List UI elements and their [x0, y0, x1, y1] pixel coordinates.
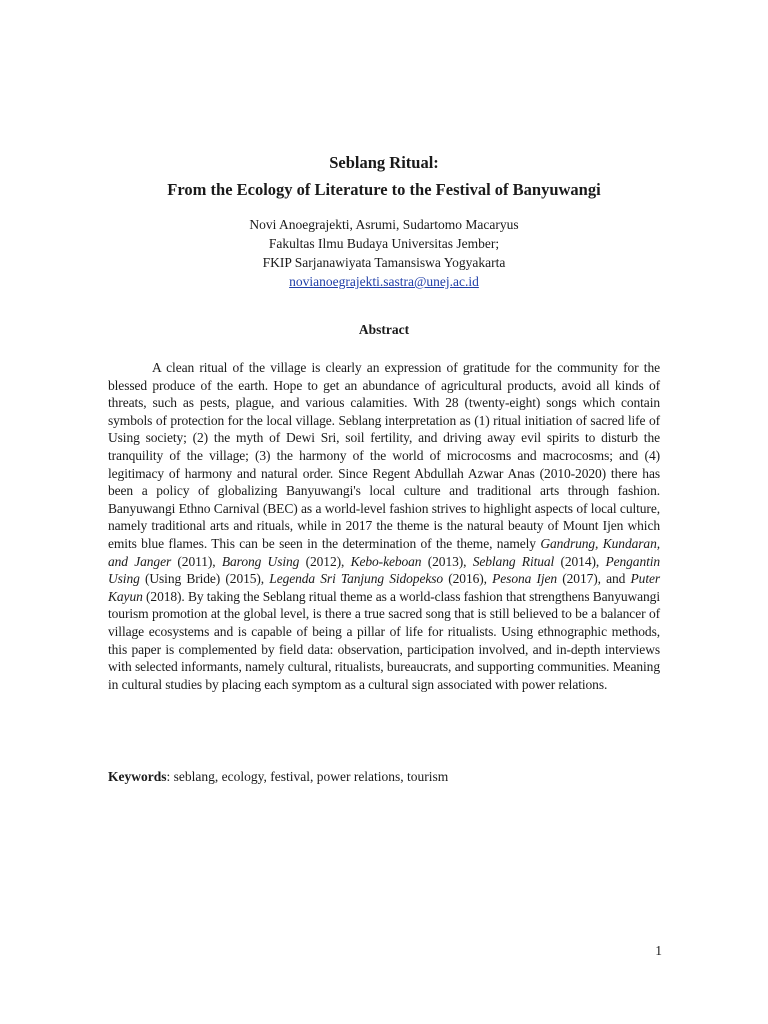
abstract-text: (2014), [554, 553, 606, 569]
page-number: 1 [655, 943, 662, 958]
abstract-italic-term: Legenda Sri Tanjung Sidopekso [269, 571, 444, 587]
abstract-heading: Abstract [358, 322, 410, 337]
abstract-italic-term: Barong Using [221, 553, 300, 569]
abstract-italic-term: Pengantin Using [108, 553, 661, 587]
abstract-italic-term: Puter Kayun [108, 571, 661, 604]
keywords-value: : seblang, ecology, festival, power relations, tourism [166, 769, 449, 784]
abstract-text: (2016), [443, 571, 493, 587]
title-line-2: From the Ecology of Literature to the Festival of Banyuwangi [167, 180, 601, 199]
abstract-text: (Using Bride) (2015), [139, 571, 270, 587]
author-email-link[interactable]: novianoegrajekti.sastra@unej.ac.id [289, 274, 479, 289]
abstract-italic-term: Seblang Ritual [472, 553, 555, 569]
abstract-text: (2011), [171, 553, 222, 569]
author-names: Novi Anoegrajekti, Asrumi, Sudartomo Macaryus [249, 217, 519, 232]
author-affiliation-2: FKIP Sarjanawiyata Tamansiswa Yogyakarta [262, 255, 506, 270]
abstract-italic-term: Kebo-keboan [350, 553, 422, 569]
keywords-label: Keywords [108, 769, 167, 784]
author-affiliation-1: Fakultas Ilmu Budaya Universitas Jember; [268, 236, 500, 251]
abstract-body [108, 359, 660, 693]
title-line-1: Seblang Ritual: [329, 153, 439, 172]
abstract-text: (2012), [299, 553, 351, 569]
abstract-italic-term: Gandrung, Kundaran, and Janger [108, 535, 660, 569]
abstract-text: (2013), [421, 553, 473, 569]
author-block [0, 215, 768, 291]
abstract-text: A clean ritual of the village is clearly an expression of gratitude for the community for the blessed produce of the earth. Hope to get an abundance of agricultural products, avoid all kinds of threats, such as pests, plague, and various calamities. With 28 (twenty-eight) songs which contain symbols of protection for the local village. Seblang interpretation as (1) ritual initiation of sacred life of Using society; (2) the myth of Dewi Sri, soil fertility, and driving away evil spirits to disturb the tranquility of the village; (3) the harmony of the world of microcosms and macrocosms; and (4) legitimacy of harmony and natural order. Since Regent Abdullah Azwar Anas (2010-2020) there has been a policy of globalizing Banyuwangi's local culture and traditional arts through fashion. Banyuwangi Ethno Carnival (BEC) as a world-level fashion strives to highlight aspects of local culture, namely traditional arts and rituals, while in 2017 the theme is the natural beauty of Mount Ijen which emits blue flames. This can be seen in the determination of the theme, namely [108, 360, 660, 551]
abstract-text: (2017), and [557, 571, 631, 587]
abstract-text: (2018). By taking the Seblang ritual theme as a world-class fashion that strengthens Banyuwangi tourism promotion at the global level, is there a true sacred song that is still believed to be a balancer of village ecosystems and is capable of being a pillar of life for ritualists. Using ethnographic methods, this paper is complemented by field data: observation, participation involved, and in-depth interviews with selected informants, namely cultural, ritualists, bureaucrats, and supporting communities. Meaning in cultural studies by placing each symptom as a cultural sign associated with power relations. [108, 588, 660, 692]
keywords-line [108, 768, 660, 786]
paper-title [0, 149, 768, 203]
abstract-italic-term: Pesona Ijen [492, 571, 558, 587]
